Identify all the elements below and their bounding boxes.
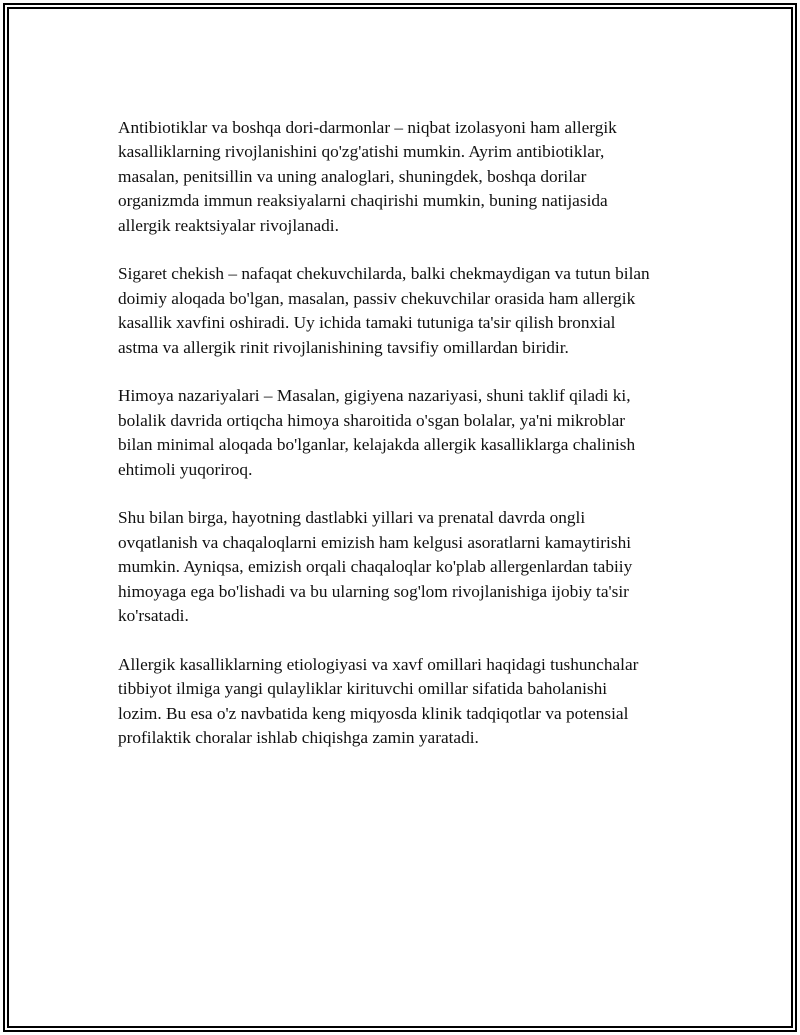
document-body xyxy=(118,116,688,775)
paragraph-breastfeeding: Shu bilan birga, hayotning dastlabki yillari va prenatal davrda ongli ovqatlanish va chaqaloqlarni emizish ham kelgusi asoratlarni kamaytirishi mumkin. Ayniqsa, emizish orqali chaqaloqlar ko'plab allergenlardan tabiiy himoyaga ega bo'lishadi va bu ularning sog'lom rivojlanishiga ijobiy ta'sir ko'rsatadi. xyxy=(118,508,633,626)
paragraph-smoking: Sigaret chekish – nafaqat chekuvchilarda, balki chekmaydigan va tutun bilan doimiy aloqada bo'lgan, masalan, passiv chekuvchilar orasida ham allergik kasallik xavfini oshiradi. Uy ichida tamaki tutuniga ta'sir qilish bronxial astma va allergik rinit rivojlanishining tavsifiy omillardan biridir. xyxy=(118,264,650,357)
paragraph-conclusion: Allergik kasalliklarning etiologiyasi va xavf omillari haqidagi tushunchalar tibbiyot ilmiga yangi qulayliklar kirituvchi omillar sifatida baholanishi lozim. Bu esa o'z navbatida keng miqyosda klinik tadqiqotlar va potensial profilaktik choralar ishlab chiqishga zamin yaratadi. xyxy=(118,654,639,748)
paragraph-antibiotics: Antibiotiklar va boshqa dori-darmonlar – niqbat izolasyoni ham allergik kasalliklarning rivojlanishini qo'zg'atishi mumkin. Ayrim antibiotiklar, masalan, penitsillin va uning analoglari, shuningdek, boshqa dorilar organizmda immun reaksiyalarni chaqirishi mumkin, buning natijasida allergik reaktsiyalar rivojlanadi. xyxy=(118,118,617,235)
paragraph-hygiene-theory: Himoya nazariyalari – Masalan, gigiyena nazariyasi, shuni taklif qiladi ki, bolalik davrida ortiqcha himoya sharoitida o'sgan bolalar, ya'ni mikroblar bilan minimal aloqada bo'lganlar, kelajakda allergik kasalliklarga chalinish ehtimoli yuqoriroq. xyxy=(118,386,636,479)
